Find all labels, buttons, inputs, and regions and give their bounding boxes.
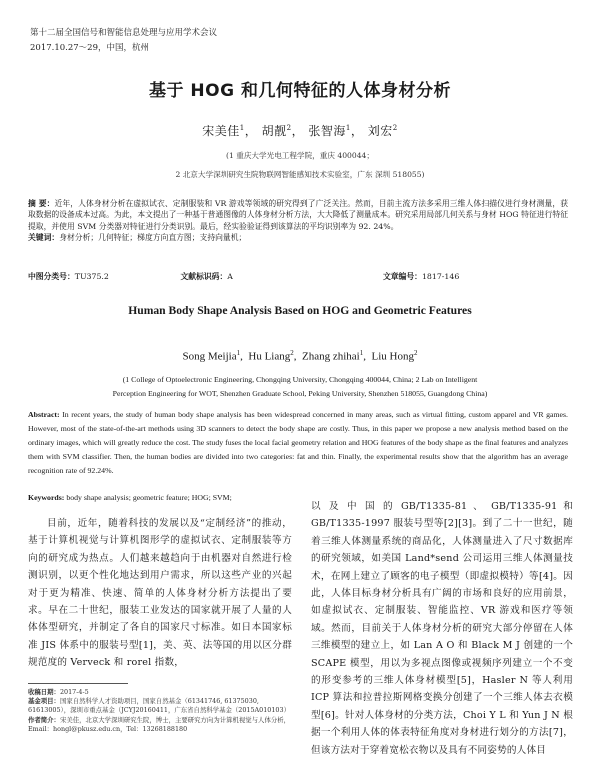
author-cn: 宋美佳 [202,124,240,138]
affiliation-en-1: (1 College of Optoelectronic Engineering, Chongqing University, Chongqing 400044, China; 2 Lab on Intelligent [122,375,478,384]
keywords-en-text: body shape analysis; geometric feature; HOG; SVM; [66,493,232,502]
doc-code-value: A [227,272,233,281]
affiliation-cn-1: (1 重庆大学光电工程学院，重庆 400044； [226,151,374,160]
running-header-date: 2017.10.27～29，中国，杭州 [30,43,149,53]
classification-meta [28,271,459,282]
abstract-cn-text: 近年，人体身材分析在虚拟试衣、定制服装和 VR 游戏等领域的研究得到了广泛关注。然而，目前主流方法多采用三维人体扫描仪进行身材测量，获取数据的设备成本过高。为此，本文提出了一种基于普通图像的人体身材分析方法，大大降低了测量成本。研究采用局部几何关系与身材 HOG 特征进行特征提取，并使用 SVM 分类器对特征进行分类识别。最后，经实验验证得到该算法的平均识别率为 92. 24%。 [28,199,569,231]
body-right-column [311,498,573,759]
affiliation-en-2: Perception Engineering for WOT, Shenzhen Graduate School, Peking University, Shenzhen 518055, Guangdong China) [112,389,488,398]
article-no-value: 1817-146 [421,272,460,281]
keywords-cn-label: 关键词： [28,233,60,243]
author-cn: 胡靓 [261,124,287,138]
clc-label: 中图分类号： [28,272,75,281]
affiliations-en [0,373,600,401]
abstract-en [28,408,568,478]
footnotes [28,688,292,734]
author-en: Song Meijia [182,350,237,363]
title-en: Human Body Shape Analysis Based on HOG and Geometric Features [128,304,472,317]
body-left-column: 目前，近年，随着科技的发展以及“定制经济”的推动，基于计算机视觉与计算机图形学的虚拟试衣、定制服装等方向的研究成为热点。人们越来越趋向于由机器对自然进行检测识别，以更个性化地达到用户需求，所以这些产业的兴起对于更为精准、快速、简单的人体身材分析方法提出了要求。早在二十世纪，服装工业发达的国家就开展了人量的人体体型研究，并制定了各自的国家尺寸标准。如日本国家标准 JIS 体系中的服装号型[1]，美、英、法等国的用以区分群规范度的 Verveck 和 rorel 指数， [28,518,292,669]
author-cn: 张智海 [308,124,346,138]
abstract-cn [28,198,568,244]
footnote-author: 作者简介：宋美佳，北京大学深圳研究生院，博士，主要研究方向为计算机视觉与人体分析，Email：hongl@pkusz.edu.cn，Tel：13268188180 [28,715,291,733]
abstract-en-text: In recent years, the study of human body shape analysis has been widespread concerned in many areas, such as virtual fitting, custom apparel and VR games. However, most of the state-of-the-art methods using 3D scanners to detect the body shape are costly. Thus, in this paper we propose a new analysis method based on the ordinary images, which will greatly reduce the cost. The study fuses the local facial geometry relation and HOG features of the body shape as the final features and analyzes them with SVM classifier. Then, the human bodies are divided into two categories: fat and thin. Finally, the experimental results show that the algorithm has an average recognition rate of 92.24%. [28,410,568,476]
keywords-cn-text: 身材分析；几何特征；梯度方向直方图；支持向量机； [59,233,247,243]
author-cn: 刘宏 [367,124,393,138]
author-en: Hu Liang [248,350,291,363]
author-mark: 1 [236,349,241,357]
author-mark: 1 [239,124,245,132]
keywords-en-label: Keywords: [28,493,65,502]
body-right-text: 到了二十一世纪，随着三维人体测量系统的商品化，人体测量进入了尺寸数据库的研究领域，如美国 Land*send 公司运用三维人体测量技术，在网上建立了顾客的电子模型（即虚拟模特）等[4]。因此，人体目标身材分析具有广阔的市场和良好的应用前景，如虚拟试衣、定制服装、智能监控、VR 游戏和医疗等领域。然而，目前关于人体身材分析的研究大部分停留在人体三维模型的建立上，如 Lan A O 和 Black M J 创建的一个 SCAPE 模型，用以为多视点图像或视频序列建立一个不变的形变参考的三维人体身材模型[5]，Hasler N 等人利用 ICP 算法和拉普拉斯网格变换分创建了一个三维人体去衣模型[6]。针对人体身材的分类方法，Choi Y L 和 Yun J N 根据一个利用人体的体表特征角度对身材进行划分的方法[7]，但该方法对于穿着宽松衣物以及具有不同姿势的人体目 [311,518,573,756]
article-no-label: 文章编号： [382,272,422,281]
clc-value: TU375.2 [74,272,109,281]
author-mark: 1 [345,124,351,132]
author-en: Liu Hong [371,350,414,363]
footnote-received: 收稿日期：2017-4-5 [28,688,89,696]
keywords-en [28,493,232,502]
footnote-rule [28,683,128,684]
abstract-cn-label: 摘 要： [28,199,55,208]
title-cn: 基于 HOG 和几何特征的人体身材分析 [149,81,451,101]
authors-en: Song Meijia$^1$, Hu Liang$^2$, Zhang zhihai$^1$, Liu Hong$^2$ [182,349,418,363]
footnote-funding: 基金项目：国家自然科学人才资助项目，国家自然基金（61341746, 61375030, 61613005），深圳市重点基金（JCYJ20160411，广东省自然科学基金（2015A010103） [28,697,290,715]
author-mark: 2 [392,124,398,132]
running-header-conference: 第十二届全国信号和智能信息处理与应用学术会议 [30,28,218,38]
abstract-en-label: Abstract: [28,410,60,419]
doc-code-label: 文献标识码： [180,272,228,281]
authors-cn: 宋美佳$^1$， 胡靓$^2$， 张智海$^1$， 刘宏$^2$ [202,124,398,138]
affiliation-cn-2: 2 北京大学深圳研究生院物联网智能感知技术实验室，广东 深圳 518055) [175,170,425,179]
body-right-prefix: 以 及 中 国 的 GB/T1335-81 、 GB/T1335-91 和 GB/T1335-1997 服装号型等[2][3]。 [311,501,573,530]
author-mark: 2 [290,349,294,357]
author-mark: 2 [413,349,418,357]
author-mark: 1 [359,349,364,357]
author-en: Zhang zhihai [301,350,360,363]
author-mark: 2 [286,124,292,132]
